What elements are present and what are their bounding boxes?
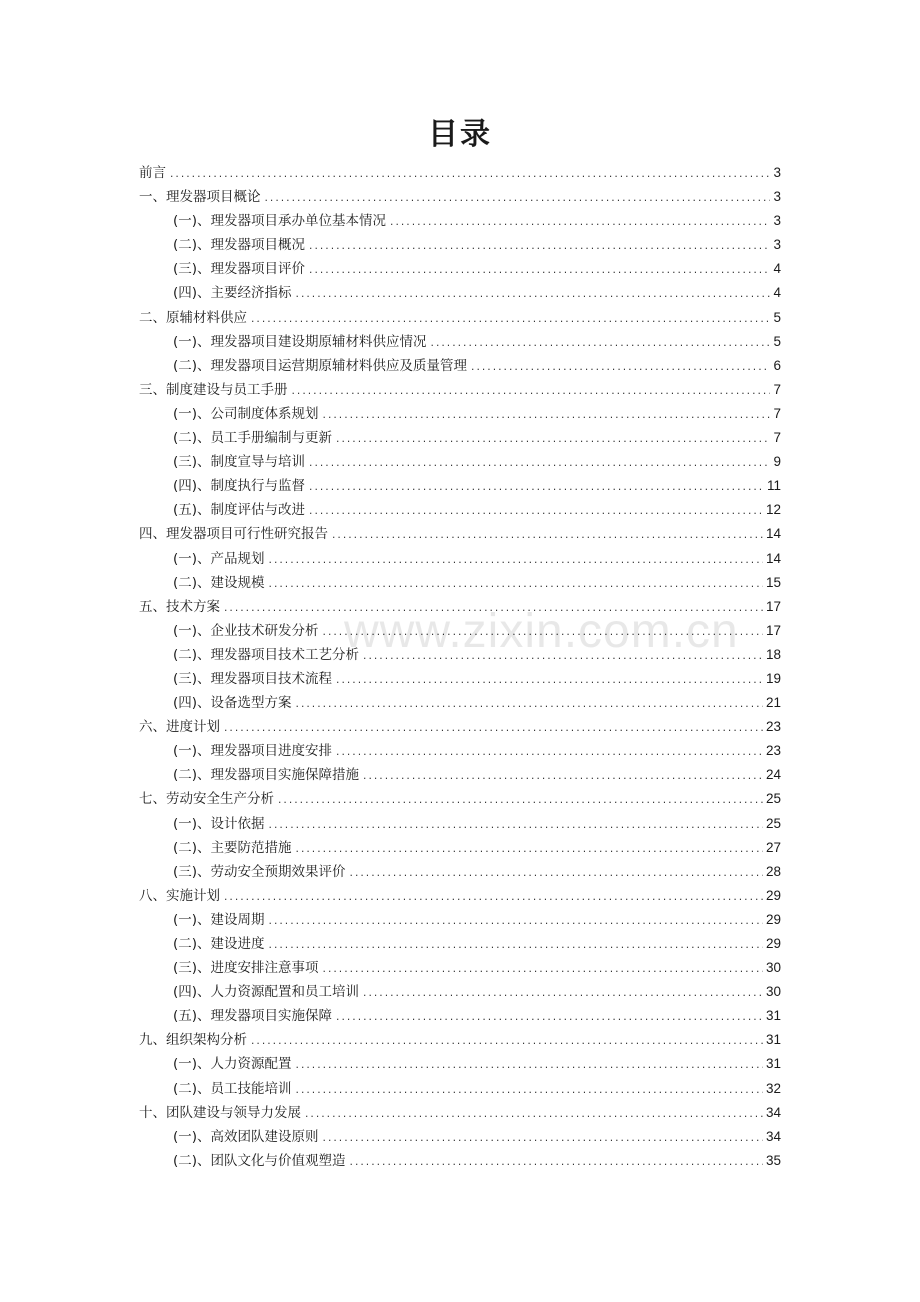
toc-entry[interactable] — [139, 185, 781, 209]
toc-entry-page-number: 18 — [765, 646, 781, 662]
toc-entry-page-number: 29 — [765, 887, 781, 903]
toc-leader-dots — [470, 356, 770, 380]
toc-leader-dots — [362, 982, 763, 1006]
toc-entry-label: (一)、理发器项目建设期原辅材料供应情况 — [173, 333, 427, 350]
toc-leader-dots — [295, 838, 763, 862]
toc-entry-label: 二、原辅材料供应 — [139, 309, 247, 326]
toc-entry[interactable] — [139, 932, 781, 956]
toc-entry-label: (二)、建设进度 — [173, 936, 265, 952]
toc-entry[interactable] — [139, 354, 781, 378]
toc-entry[interactable] — [139, 812, 781, 836]
toc-entry-label: 九、组织架构分析 — [139, 1032, 247, 1049]
toc-leader-dots — [169, 163, 770, 187]
toc-entry[interactable] — [139, 306, 781, 330]
toc-leader-dots — [335, 428, 770, 452]
toc-entry-label: (五)、制度评估与改进 — [173, 502, 306, 519]
table-of-contents — [139, 161, 781, 1173]
toc-entry-label: (四)、设备选型方案 — [173, 695, 292, 712]
toc-entry[interactable] — [139, 474, 781, 498]
toc-entry[interactable] — [139, 426, 781, 450]
toc-entry[interactable] — [139, 209, 781, 233]
toc-entry[interactable] — [139, 1125, 781, 1149]
toc-entry-page-number: 32 — [765, 1080, 781, 1096]
toc-entry-label: (二)、员工技能培训 — [173, 1080, 292, 1097]
toc-entry-label: (一)、理发器项目进度安排 — [173, 743, 333, 760]
toc-leader-dots — [277, 789, 763, 813]
toc-leader-dots — [291, 380, 771, 404]
toc-entry[interactable] — [139, 595, 781, 619]
toc-entry[interactable] — [139, 956, 781, 980]
toc-entry-page-number: 29 — [765, 911, 781, 927]
toc-entry[interactable] — [139, 257, 781, 281]
toc-entry-page-number: 7 — [773, 405, 781, 421]
toc-entry[interactable] — [139, 763, 781, 787]
toc-entry[interactable] — [139, 402, 781, 426]
toc-entry-label: (二)、建设规模 — [173, 574, 265, 591]
toc-entry-label: 四、理发器项目可行性研究报告 — [139, 526, 328, 543]
toc-entry-page-number: 6 — [773, 357, 781, 373]
toc-entry-page-number: 28 — [765, 863, 781, 879]
toc-entry-label: (一)、公司制度体系规划 — [173, 405, 319, 422]
toc-entry[interactable] — [139, 281, 781, 305]
toc-entry-label: (五)、理发器项目实施保障 — [173, 1008, 333, 1025]
toc-leader-dots — [250, 1030, 763, 1054]
toc-leader-dots — [223, 886, 763, 910]
toc-entry-label: 前言 — [139, 165, 166, 181]
toc-entry-page-number: 4 — [773, 261, 781, 277]
toc-entry-label: (二)、理发器项目技术工艺分析 — [173, 646, 360, 663]
toc-leader-dots — [322, 958, 763, 982]
toc-entry-label: (一)、设计依据 — [173, 815, 265, 832]
toc-entry[interactable] — [139, 547, 781, 571]
toc-entry-label: (二)、团队文化与价值观塑造 — [173, 1152, 346, 1169]
toc-entry-label: 七、劳动安全生产分析 — [139, 791, 274, 808]
toc-entry[interactable] — [139, 498, 781, 522]
toc-leader-dots — [308, 452, 770, 476]
toc-entry-label: (一)、建设周期 — [173, 911, 265, 928]
toc-entry-page-number: 17 — [765, 598, 781, 614]
toc-entry[interactable] — [139, 908, 781, 932]
toc-entry-label: (四)、制度执行与监督 — [173, 478, 306, 495]
toc-entry[interactable] — [139, 739, 781, 763]
toc-entry-label: (三)、理发器项目技术流程 — [173, 670, 333, 687]
toc-entry-label: (一)、高效团队建设原则 — [173, 1128, 319, 1145]
toc-entry-label: (一)、企业技术研发分析 — [173, 622, 319, 639]
toc-entry-page-number: 25 — [765, 791, 781, 807]
toc-entry-label: 八、实施计划 — [139, 887, 220, 904]
toc-leader-dots — [223, 597, 763, 621]
toc-entry-label: (三)、理发器项目评价 — [173, 261, 306, 278]
toc-entry-page-number: 23 — [765, 719, 781, 735]
toc-entry[interactable] — [139, 619, 781, 643]
toc-leader-dots — [322, 621, 763, 645]
toc-entry[interactable] — [139, 378, 781, 402]
toc-entry-page-number: 24 — [765, 767, 781, 783]
toc-entry-label: (二)、理发器项目概况 — [173, 237, 306, 254]
toc-entry[interactable] — [139, 450, 781, 474]
toc-leader-dots — [268, 549, 763, 573]
toc-entry[interactable] — [139, 715, 781, 739]
toc-leader-dots — [295, 1054, 763, 1078]
toc-leader-dots — [308, 259, 770, 283]
toc-entry-label: (二)、理发器项目实施保障措施 — [173, 767, 360, 784]
toc-entry-page-number: 12 — [765, 502, 781, 518]
toc-leader-dots — [264, 187, 771, 211]
toc-entry-page-number: 11 — [766, 478, 781, 494]
toc-entry[interactable] — [139, 1004, 781, 1028]
toc-leader-dots — [268, 910, 763, 934]
toc-entry-page-number: 30 — [765, 984, 781, 1000]
toc-entry-label: (三)、劳动安全预期效果评价 — [173, 863, 346, 880]
toc-entry[interactable] — [139, 787, 781, 811]
toc-entry-page-number: 3 — [773, 237, 781, 253]
toc-entry-page-number: 7 — [773, 381, 781, 397]
toc-entry-page-number: 31 — [765, 1056, 781, 1072]
toc-entry-page-number: 29 — [765, 936, 781, 951]
toc-leader-dots — [268, 573, 763, 597]
toc-entry-page-number: 25 — [765, 815, 781, 831]
toc-entry-page-number: 31 — [765, 1008, 781, 1024]
toc-entry[interactable] — [139, 161, 781, 185]
toc-entry-label: (二)、员工手册编制与更新 — [173, 430, 333, 447]
toc-leader-dots — [295, 283, 771, 307]
toc-entry-label: 三、制度建设与员工手册 — [139, 381, 288, 398]
toc-entry-label: 一、理发器项目概论 — [139, 189, 261, 206]
toc-entry-page-number: 27 — [765, 839, 781, 855]
toc-entry[interactable] — [139, 1101, 781, 1125]
toc-entry-page-number: 7 — [773, 430, 781, 446]
toc-leader-dots — [335, 1006, 763, 1030]
toc-leader-dots — [295, 693, 763, 717]
toc-entry[interactable] — [139, 691, 781, 715]
toc-leader-dots — [349, 862, 763, 886]
toc-leader-dots — [335, 669, 763, 693]
toc-entry-page-number: 3 — [773, 165, 781, 180]
toc-entry[interactable] — [139, 1077, 781, 1101]
toc-entry-label: (二)、理发器项目运营期原辅材料供应及质量管理 — [173, 357, 468, 374]
toc-entry-label: (三)、制度宣导与培训 — [173, 454, 306, 471]
toc-entry-page-number: 31 — [765, 1032, 781, 1048]
toc-leader-dots — [335, 741, 763, 765]
toc-entry[interactable] — [139, 860, 781, 884]
toc-entry-page-number: 3 — [773, 213, 781, 229]
toc-entry-label: (一)、理发器项目承办单位基本情况 — [173, 213, 387, 230]
toc-leader-dots — [308, 235, 770, 259]
toc-entry-page-number: 35 — [765, 1152, 781, 1168]
toc-leader-dots — [308, 476, 764, 500]
toc-entry-label: 六、进度计划 — [139, 719, 220, 736]
toc-entry[interactable] — [139, 836, 781, 860]
toc-entry-page-number: 21 — [765, 695, 781, 711]
toc-entry[interactable] — [139, 643, 781, 667]
toc-entry-page-number: 34 — [765, 1104, 781, 1120]
toc-leader-dots — [362, 765, 763, 789]
watermark: www.zixin.com.cn — [344, 605, 739, 658]
toc-entry-label: (四)、人力资源配置和员工培训 — [173, 984, 360, 1001]
toc-leader-dots — [389, 211, 770, 235]
toc-entry-label: 十、团队建设与领导力发展 — [139, 1104, 301, 1121]
toc-leader-dots — [223, 717, 763, 741]
toc-entry-page-number: 34 — [765, 1128, 781, 1144]
toc-leader-dots — [295, 1079, 763, 1103]
toc-entry-page-number: 9 — [773, 454, 781, 470]
toc-entry[interactable] — [139, 330, 781, 354]
toc-entry-page-number: 30 — [765, 960, 781, 976]
toc-entry[interactable] — [139, 980, 781, 1004]
toc-entry-page-number: 14 — [765, 526, 781, 542]
toc-entry-page-number: 5 — [773, 333, 781, 349]
toc-entry-page-number: 14 — [765, 550, 781, 566]
toc-entry[interactable] — [139, 1052, 781, 1076]
toc-leader-dots — [308, 500, 763, 524]
toc-entry-label: (一)、人力资源配置 — [173, 1056, 292, 1073]
toc-entry-label: (二)、主要防范措施 — [173, 839, 292, 856]
toc-entry[interactable] — [139, 522, 781, 546]
toc-entry[interactable] — [139, 571, 781, 595]
toc-entry-page-number: 15 — [765, 574, 781, 590]
toc-entry[interactable] — [139, 884, 781, 908]
toc-entry-label: (一)、产品规划 — [173, 550, 265, 567]
toc-leader-dots — [268, 934, 763, 958]
toc-leader-dots — [250, 308, 770, 332]
toc-leader-dots — [331, 524, 763, 548]
page-title: 目录 — [428, 117, 492, 152]
toc-entry-label: (四)、主要经济指标 — [173, 285, 292, 302]
toc-entry-label: 五、技术方案 — [139, 598, 220, 615]
toc-entry-page-number: 17 — [765, 622, 781, 638]
toc-entry-page-number: 5 — [773, 309, 781, 325]
toc-leader-dots — [430, 332, 771, 356]
toc-entry-page-number: 23 — [765, 743, 781, 759]
toc-leader-dots — [362, 645, 763, 669]
toc-leader-dots — [304, 1103, 763, 1127]
toc-entry[interactable] — [139, 667, 781, 691]
toc-leader-dots — [322, 404, 771, 428]
toc-entry-page-number: 3 — [773, 189, 781, 205]
toc-leader-dots — [322, 1127, 763, 1151]
toc-entry[interactable] — [139, 1149, 781, 1173]
toc-entry[interactable] — [139, 233, 781, 257]
toc-entry-page-number: 19 — [765, 670, 781, 686]
toc-leader-dots — [268, 814, 763, 838]
toc-leader-dots — [349, 1151, 763, 1175]
toc-entry-page-number: 4 — [773, 285, 781, 301]
toc-entry[interactable] — [139, 1028, 781, 1052]
toc-entry-label: (三)、进度安排注意事项 — [173, 960, 319, 977]
